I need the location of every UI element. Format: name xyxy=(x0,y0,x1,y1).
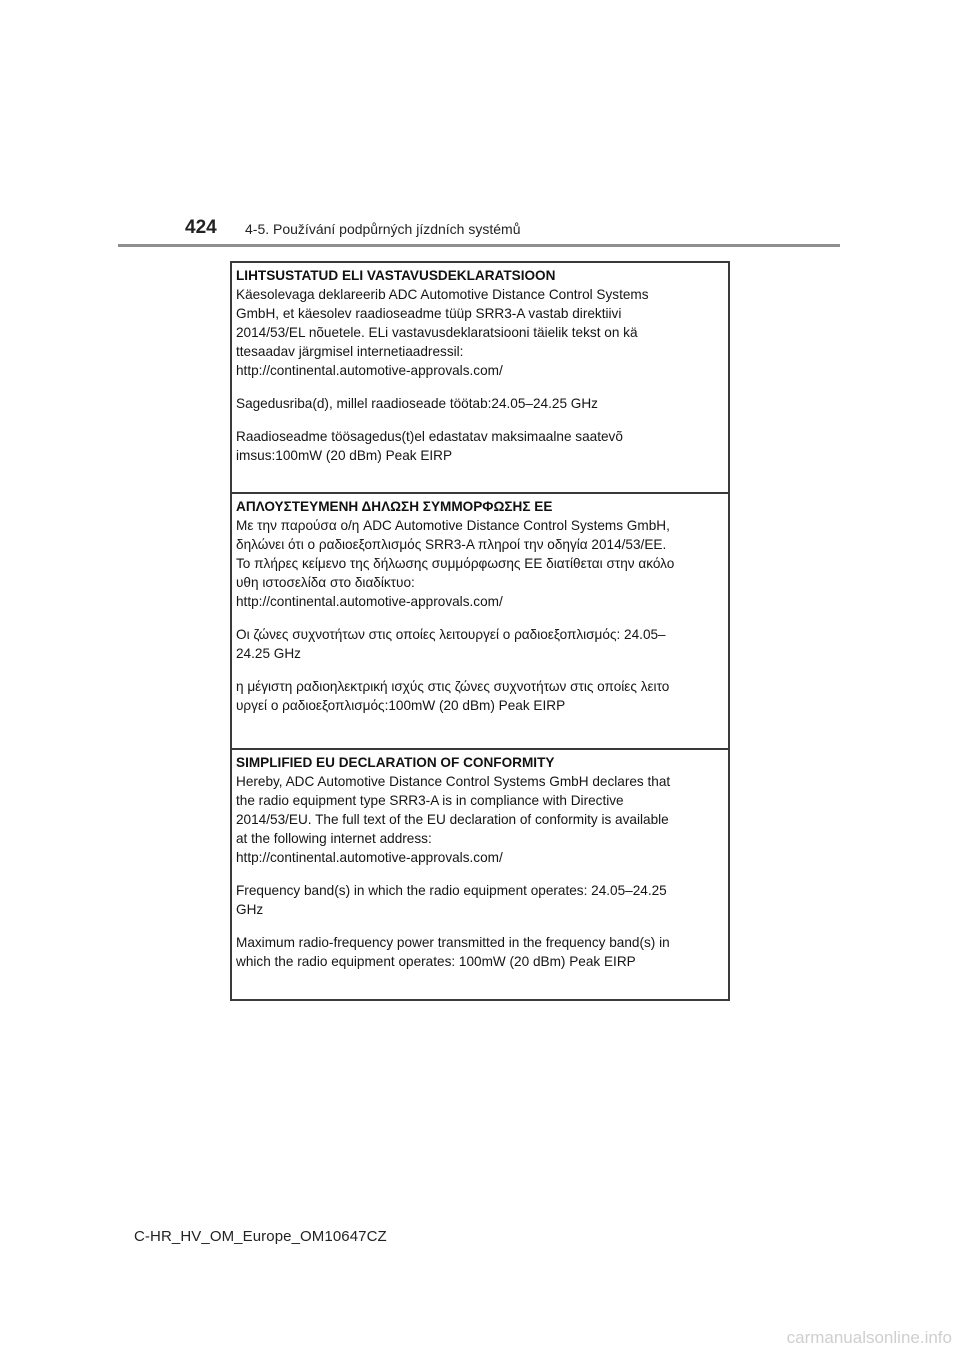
declaration-estonian xyxy=(232,263,728,494)
text-line: Frequency band(s) in which the radio equipment operates: 24.05–24.25 xyxy=(236,883,667,898)
text-line: 2014/53/EU. The full text of the EU declaration of conformity is available xyxy=(236,812,669,827)
declaration-paragraph xyxy=(236,933,723,971)
text-line: Sagedusriba(d), millel raadioseade töötab:24.05–24.25 GHz xyxy=(236,396,598,411)
declaration-paragraph xyxy=(236,516,723,611)
declaration-box xyxy=(230,261,730,1001)
text-line: the radio equipment type SRR3-A is in compliance with Directive xyxy=(236,793,624,808)
text-line: η μέγιστη ραδιοηλεκτρική ισχύς στις ζώνες συχνοτήτων στις οποίες λειτο xyxy=(236,679,670,694)
text-line: Το πλήρες κείμενο της δήλωσης συμμόρφωσης ΕΕ διατίθεται στην ακόλο xyxy=(236,556,675,571)
text-line: Käesolevaga deklareerib ADC Automotive Distance Control Systems xyxy=(236,287,649,302)
watermark: carmanualsonline.info xyxy=(786,1328,952,1347)
url-text: http://continental.automotive-approvals.com/ xyxy=(236,363,503,378)
declaration-paragraph xyxy=(236,285,723,380)
declaration-greek xyxy=(232,494,728,750)
url-text: http://continental.automotive-approvals.com/ xyxy=(236,850,503,865)
declaration-heading: ΑΠΛΟΥΣΤΕΥΜΕΝΗ ΔΗΛΩΣΗ ΣΥΜΜΟΡΦΩΣΗΣ ΕΕ xyxy=(236,499,553,514)
text-line: υθη ιστοσελίδα στο διαδίκτυο: xyxy=(236,575,415,590)
text-line: 24.25 GHz xyxy=(236,646,301,661)
declaration-paragraph xyxy=(236,677,723,715)
text-line: 2014/53/EL nõuetele. ELi vastavusdeklaratsiooni täielik tekst on kä xyxy=(236,325,638,340)
text-line: Raadioseadme töösagedus(t)el edastatav maksimaalne saatevõ xyxy=(236,429,623,444)
url-text: http://continental.automotive-approvals.com/ xyxy=(236,594,503,609)
text-line: Με την παρούσα ο/η ADC Automotive Distance Control Systems GmbH, xyxy=(236,518,670,533)
text-line: δηλώνει ότι ο ραδιοεξοπλισμός SRR3-A πληροί την οδηγία 2014/53/ΕΕ. xyxy=(236,537,667,552)
declaration-paragraph xyxy=(236,625,723,663)
text-line: ttesaadav järgmisel internetiaadressil: xyxy=(236,344,464,359)
text-line: GmbH, et käesolev raadioseadme tüüp SRR3-A vastab direktiivi xyxy=(236,306,622,321)
declaration-paragraph xyxy=(236,427,723,465)
text-line: imsus:100mW (20 dBm) Peak EIRP xyxy=(236,448,453,463)
text-line: Maximum radio-frequency power transmitted in the frequency band(s) in xyxy=(236,935,670,950)
declaration-paragraph xyxy=(236,881,723,919)
declaration-paragraph xyxy=(236,772,723,867)
text-line: GHz xyxy=(236,902,264,917)
document-code: C-HR_HV_OM_Europe_OM10647CZ xyxy=(134,1228,387,1245)
text-line: at the following internet address: xyxy=(236,831,432,846)
page-number: 424 xyxy=(185,217,217,238)
section-title: 4-5. Používání podpůrných jízdních systémů xyxy=(245,221,521,237)
declaration-heading: LIHTSUSTATUD ELI VASTAVUSDEKLARATSIOON xyxy=(236,268,556,283)
declaration-heading: SIMPLIFIED EU DECLARATION OF CONFORMITY xyxy=(236,755,555,770)
declaration-paragraph xyxy=(236,394,723,413)
text-line: Οι ζώνες συχνοτήτων στις οποίες λειτουργεί ο ραδιοεξοπλισμός: 24.05– xyxy=(236,627,666,642)
declaration-english xyxy=(232,750,728,999)
text-line: Hereby, ADC Automotive Distance Control Systems GmbH declares that xyxy=(236,774,671,789)
header-divider xyxy=(118,244,840,247)
text-line: which the radio equipment operates: 100mW (20 dBm) Peak EIRP xyxy=(236,954,636,969)
text-line: υργεί ο ραδιοεξοπλισμός:100mW (20 dBm) Peak EIRP xyxy=(236,698,566,713)
